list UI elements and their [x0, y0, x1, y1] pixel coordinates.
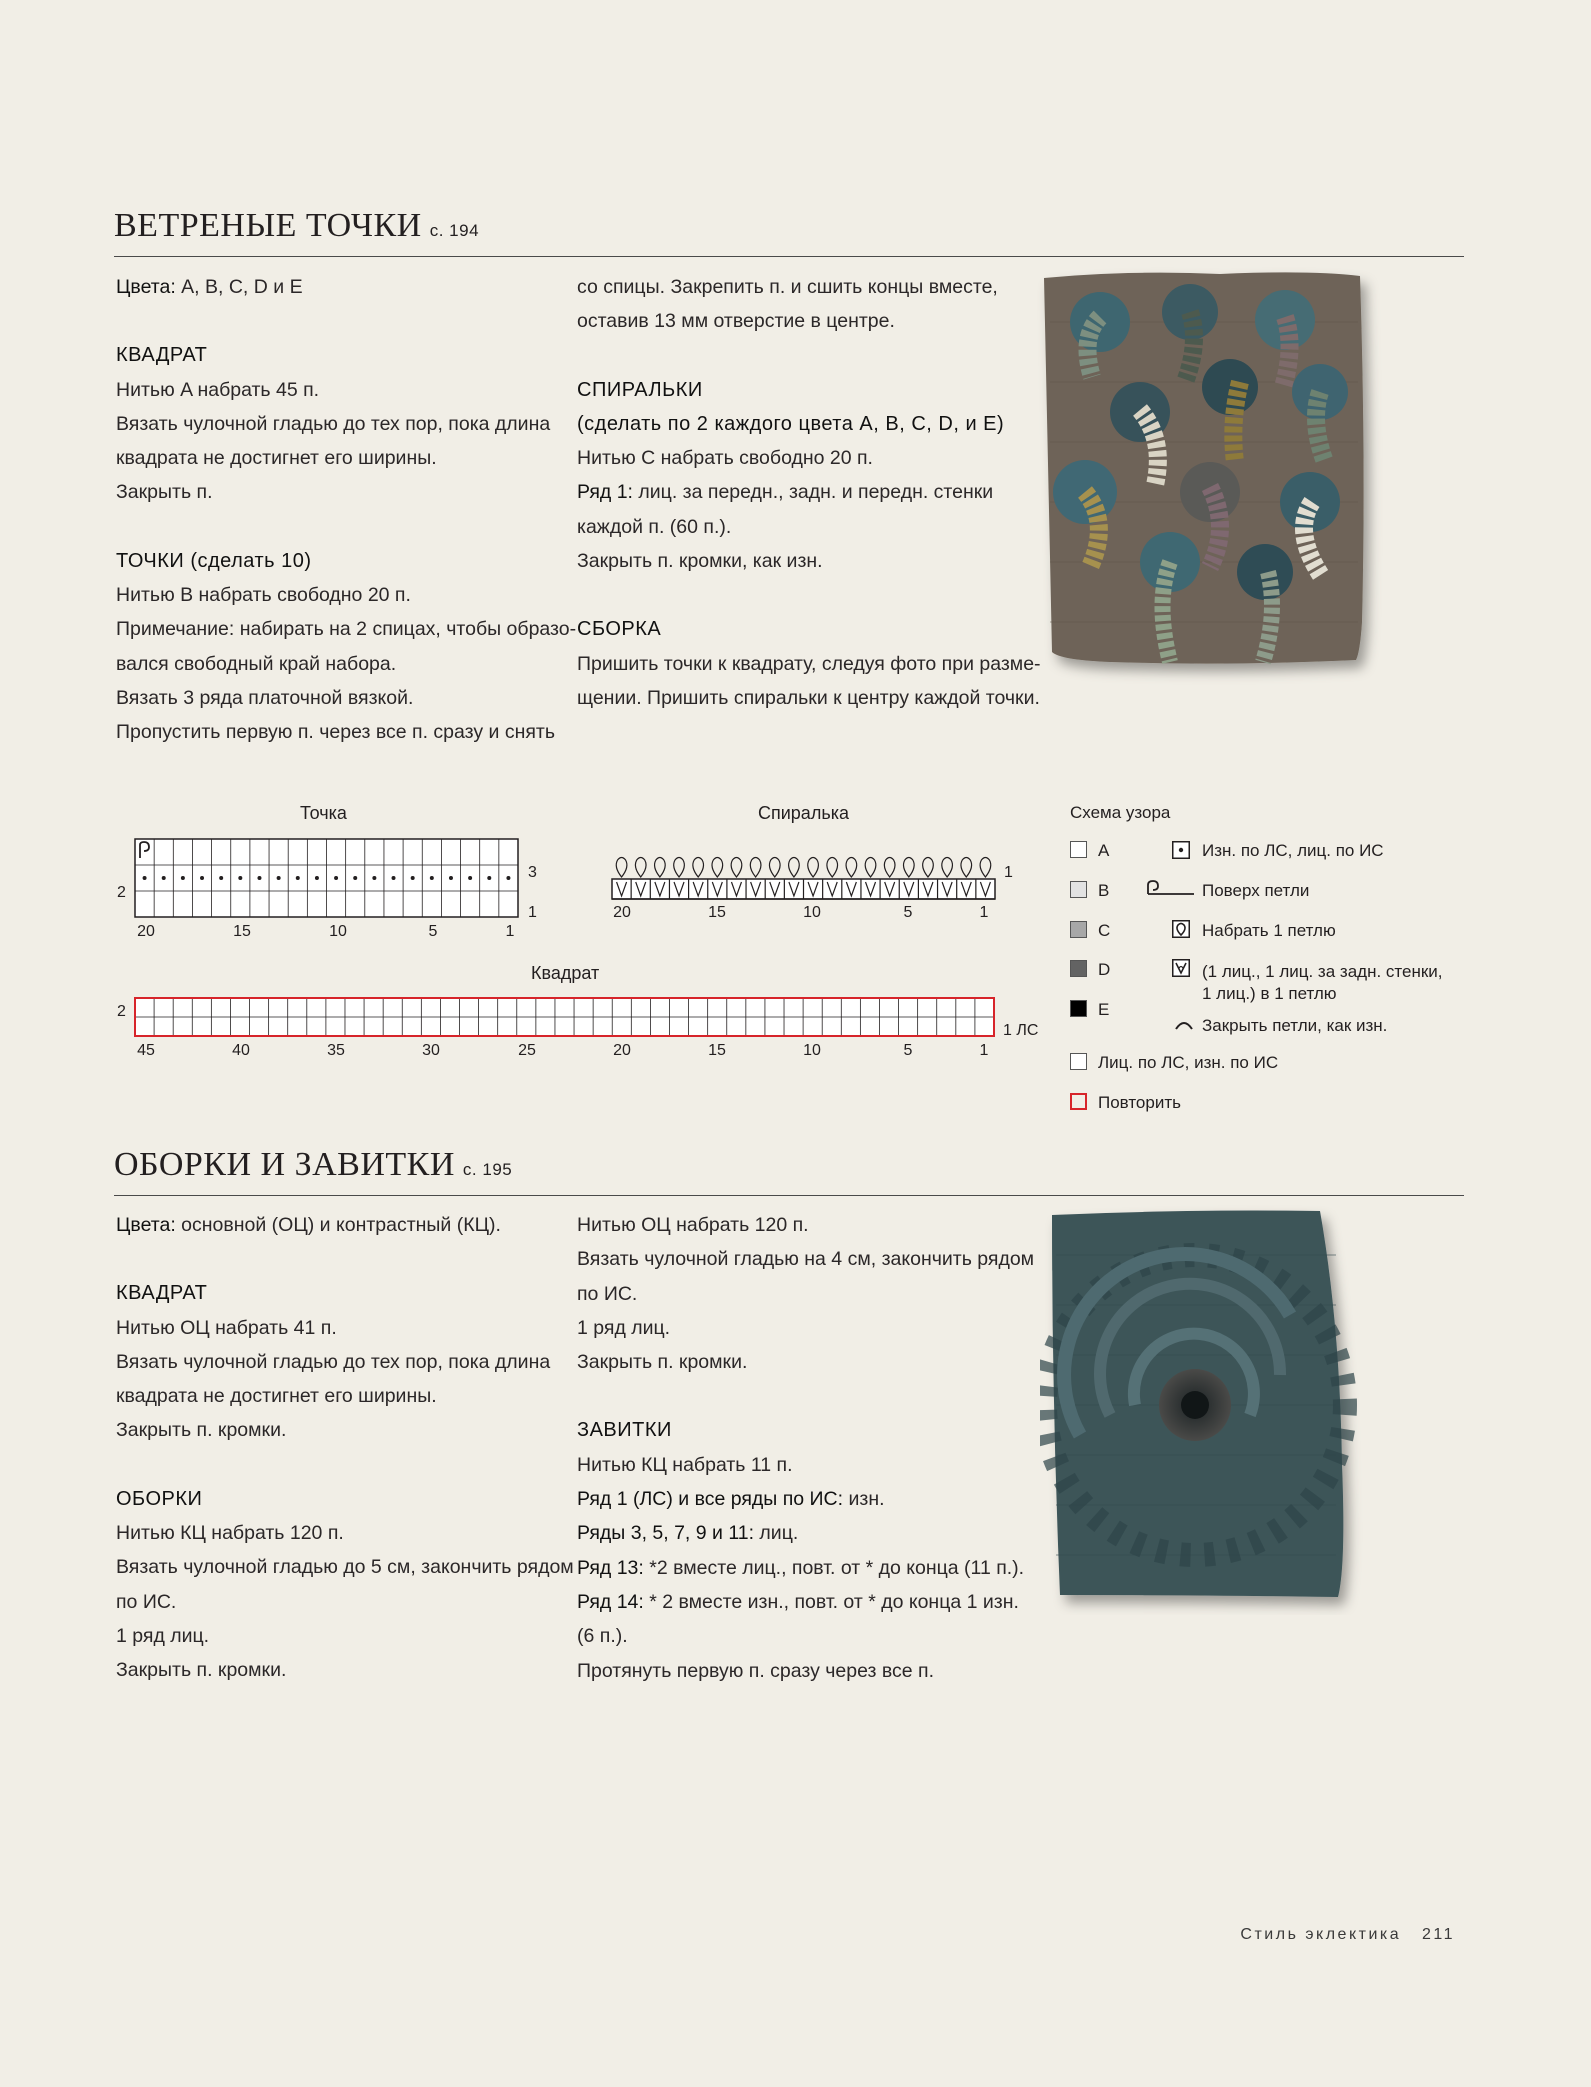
square-col-label: 5 — [903, 1042, 913, 1059]
row-instruction: Ряд 13: *2 вместе лиц., повт. от * до конца (11 п.). — [577, 1556, 1025, 1579]
dot-col-label: 1 — [505, 923, 515, 940]
color-label-e: E — [1098, 1000, 1110, 1019]
cast-on-loop-icon — [789, 858, 800, 878]
instruction-line: Нитью C набрать свободно 20 п. — [577, 447, 873, 470]
assembly-heading: СБОРКА — [577, 618, 662, 641]
row1-instruction: Ряд 1: лиц. за передн., задн. и передн. стенки — [577, 481, 994, 504]
spiral-chart-row-1: 1 — [1004, 864, 1013, 881]
repeat-swatch — [1070, 1093, 1087, 1110]
section2-column-1 — [116, 1208, 574, 1688]
cast-on-loop-icon — [865, 858, 876, 878]
cast-on-loop-icon — [942, 858, 953, 878]
dot-col-label: 15 — [233, 923, 251, 940]
cast-on-loop-icon — [884, 858, 895, 878]
bind-off-purl-icon — [1174, 1019, 1194, 1031]
book-section-name: Стиль эклектика — [1240, 1926, 1402, 1943]
purl-dot — [162, 876, 166, 880]
purl-dot — [277, 876, 281, 880]
instruction-line: Нитью ОЦ набрать 41 п. — [116, 1316, 337, 1339]
spiral-col-label: 10 — [803, 904, 821, 921]
square-col-label: 20 — [613, 1042, 631, 1059]
legend-repeat-label: Повторить — [1098, 1093, 1181, 1112]
cast-on-loop-icon — [674, 858, 685, 878]
instruction-line: Нитью ОЦ набрать 120 п. — [577, 1214, 809, 1236]
instruction-line: по ИС. — [116, 1590, 177, 1613]
dot-chart-row-1: 1 — [528, 904, 537, 921]
cast-on-loop-icon — [731, 858, 742, 878]
purl-dot — [392, 876, 396, 880]
cast-on-loop-icon — [1172, 920, 1190, 938]
knit-swatch — [1070, 1053, 1087, 1070]
color-swatch-a — [1070, 841, 1087, 858]
purl-dot — [468, 876, 472, 880]
spirals-heading: СПИРАЛЬКИ — [577, 378, 703, 401]
instruction-line: Пришить точки к квадрату, следуя фото при разме- — [577, 652, 1041, 675]
square-col-label: 45 — [137, 1042, 155, 1059]
purl-dot — [506, 876, 510, 880]
color-label-b: B — [1098, 881, 1110, 900]
purl-dot — [430, 876, 434, 880]
legend-title: Схема узора — [1070, 803, 1171, 822]
cast-on-loop-icon — [635, 858, 646, 878]
dot-col-label: 20 — [137, 923, 155, 940]
dot-chart-title: Точка — [300, 803, 347, 823]
instruction-line: (6 п.). — [577, 1625, 628, 1648]
instruction-line: Пропустить первую п. через все п. сразу и снять — [116, 721, 556, 744]
spiral-col-label: 5 — [903, 904, 913, 921]
color-swatch-c — [1070, 921, 1087, 938]
section-divider — [114, 1195, 1464, 1196]
color-label-d: D — [1098, 960, 1111, 979]
square-chart-title: Квадрат — [531, 963, 600, 983]
windy-dots-swatch-photo — [1030, 262, 1410, 692]
dot-chart-grid — [134, 838, 520, 920]
instruction-line: Закрыть п. — [116, 481, 213, 504]
page-reference: с. 194 — [429, 221, 480, 240]
page-reference: с. 195 — [462, 1160, 513, 1179]
instruction-line: 1 ряд лиц. — [116, 1624, 210, 1647]
cast-on-loop-icon — [769, 858, 780, 878]
color-label-a: A — [1098, 841, 1110, 860]
ruffles-curls-swatch-photo — [1040, 1205, 1410, 1615]
dot-chart-row-3: 3 — [528, 864, 537, 881]
legend-increase-label-2: 1 лиц.) в 1 петлю — [1202, 984, 1337, 1003]
purl-dot — [315, 876, 319, 880]
instruction-line: по ИС. — [577, 1282, 638, 1305]
instruction-line: Вязать чулочной гладью до 5 см, закончить рядом — [116, 1556, 574, 1579]
dot-col-label: 5 — [428, 923, 438, 940]
square-chart-row-2: 2 — [117, 1003, 126, 1020]
spiral-chart-title: Спиралька — [758, 803, 849, 823]
purl-dot — [219, 876, 223, 880]
square-col-label: 30 — [422, 1042, 440, 1059]
spiral-chart-grid — [611, 851, 997, 901]
cast-on-loop-icon — [923, 858, 934, 878]
instruction-line: квадрата не достигнет его ширины. — [116, 1385, 437, 1408]
square-col-label: 25 — [518, 1042, 536, 1059]
curls-heading: ЗАВИТКИ — [577, 1419, 672, 1442]
spirals-subheading: (сделать по 2 каждого цвета A, B, C, D, и E) — [577, 412, 1005, 435]
purl-dot — [334, 876, 338, 880]
cast-on-loop-icon — [616, 858, 627, 878]
purl-dot — [143, 876, 147, 880]
instruction-line: Нитью КЦ набрать 120 п. — [116, 1522, 344, 1545]
instruction-line: каждой п. (60 п.). — [577, 515, 732, 538]
cast-on-loop-icon — [655, 858, 666, 878]
row-instruction: Ряд 1 (ЛС) и все ряды по ИС: изн. — [577, 1488, 885, 1511]
row-instruction: Ряды 3, 5, 7, 9 и 11: лиц. — [577, 1522, 799, 1545]
cast-on-loop-icon — [693, 858, 704, 878]
dot-in-square-icon — [1172, 841, 1190, 859]
legend-increase-label-1: (1 лиц., 1 лиц. за задн. стенки, — [1202, 962, 1443, 981]
row-instruction: Ряд 14: * 2 вместе изн., повт. от * до конца 1 изн. — [577, 1590, 1019, 1613]
instruction-line: Нитью B набрать свободно 20 п. — [116, 584, 411, 607]
page-footer — [1240, 1926, 1455, 1944]
slip-over-icon — [1142, 878, 1196, 896]
colors-line: Цвета: A, B, C, D и E — [116, 276, 303, 298]
color-swatch-d — [1070, 960, 1087, 977]
instruction-line: вался свободный край набора. — [116, 652, 397, 675]
purl-dot — [449, 876, 453, 880]
instruction-line: со спицы. Закрепить п. и сшить концы вместе, — [577, 276, 998, 298]
square-col-label: 35 — [327, 1042, 345, 1059]
purl-dot — [353, 876, 357, 880]
spiral-col-label: 1 — [979, 904, 989, 921]
instruction-line: Вязать чулочной гладью на 4 см, закончить рядом — [577, 1248, 1035, 1271]
section-title-windy-dots: ВЕТРЕНЫЕ ТОЧКИ с. 194 — [114, 207, 480, 244]
spiral-col-label: 20 — [613, 904, 631, 921]
dot-chart-row-2: 2 — [117, 884, 126, 901]
square-col-label: 10 — [803, 1042, 821, 1059]
square-heading: КВАДРАТ — [116, 344, 208, 367]
purl-dot — [200, 876, 204, 880]
square-heading: КВАДРАТ — [116, 1282, 208, 1305]
instruction-line: Нитью КЦ набрать 11 п. — [577, 1453, 793, 1476]
increase-icon — [1172, 959, 1190, 977]
cast-on-loop-icon — [808, 858, 819, 878]
section-divider — [114, 256, 1464, 257]
square-col-label: 1 — [979, 1042, 989, 1059]
square-col-label: 40 — [232, 1042, 250, 1059]
purl-dot — [181, 876, 185, 880]
instruction-line: щении. Пришить спиральки к центру каждой точки. — [577, 686, 1040, 709]
legend-knit-label: Лиц. по ЛС, изн. по ИС — [1098, 1053, 1279, 1072]
section2-column-2 — [577, 1208, 1035, 1688]
square-chart-row-1-rs: 1 ЛС — [1003, 1022, 1039, 1039]
purl-dot — [257, 876, 261, 880]
dot-col-label: 10 — [329, 923, 347, 940]
section1-column-2 — [577, 270, 1041, 715]
dots-heading: ТОЧКИ (сделать 10) — [116, 549, 312, 572]
square-col-label: 15 — [708, 1042, 726, 1059]
cast-on-loop-icon — [712, 858, 723, 878]
instruction-line: Вязать чулочной гладью до тех пор, пока длина — [116, 1350, 551, 1373]
cast-on-loop-icon — [980, 858, 991, 878]
purl-dot — [411, 876, 415, 880]
color-swatch-e — [1070, 1000, 1087, 1017]
cast-on-loop-icon — [846, 858, 857, 878]
instruction-line: Закрыть п. кромки, как изн. — [577, 550, 823, 573]
cast-on-loop-icon — [961, 858, 972, 878]
legend-bind-off-label: Закрыть петли, как изн. — [1202, 1016, 1388, 1035]
legend-slip-label: Поверх петли — [1202, 881, 1310, 900]
cast-on-loop-icon — [827, 858, 838, 878]
legend-purl-label: Изн. по ЛС, лиц. по ИС — [1202, 841, 1384, 860]
instruction-line: квадрата не достигнет его ширины. — [116, 447, 437, 470]
section-title-ruffles-curls: ОБОРКИ И ЗАВИТКИ с. 195 — [114, 1146, 513, 1183]
color-label-c: C — [1098, 921, 1111, 940]
purl-dot — [296, 876, 300, 880]
square-chart-grid — [134, 997, 996, 1039]
purl-dot — [372, 876, 376, 880]
cast-on-loop-icon — [903, 858, 914, 878]
ruffles-heading: ОБОРКИ — [116, 1487, 203, 1510]
section1-column-1 — [116, 270, 577, 750]
instruction-line: Вязать чулочной гладью до тех пор, пока длина — [116, 412, 551, 435]
legend-cast-on-label: Набрать 1 петлю — [1202, 921, 1336, 940]
instruction-line: Закрыть п. кромки. — [116, 1419, 287, 1442]
purl-dot — [487, 876, 491, 880]
spiral-col-label: 15 — [708, 904, 726, 921]
instruction-line: Примечание: набирать на 2 спицах, чтобы образо- — [116, 618, 577, 641]
instruction-line: Протянуть первую п. сразу через все п. — [577, 1659, 935, 1682]
instruction-line: Закрыть п. кромки. — [116, 1659, 287, 1682]
instruction-line: Закрыть п. кромки. — [577, 1351, 748, 1374]
instruction-line: Вязать 3 ряда платочной вязкой. — [116, 686, 414, 709]
colors-line: Цвета: основной (ОЦ) и контрастный (КЦ). — [116, 1214, 501, 1236]
purl-dot — [238, 876, 242, 880]
instruction-line: оставив 13 мм отверстие в центре. — [577, 310, 895, 333]
page-number: 211 — [1421, 1926, 1455, 1943]
color-swatch-b — [1070, 881, 1087, 898]
cast-on-loop-icon — [750, 858, 761, 878]
instruction-line: 1 ряд лиц. — [577, 1316, 671, 1339]
instruction-line: Нитью A набрать 45 п. — [116, 378, 320, 401]
